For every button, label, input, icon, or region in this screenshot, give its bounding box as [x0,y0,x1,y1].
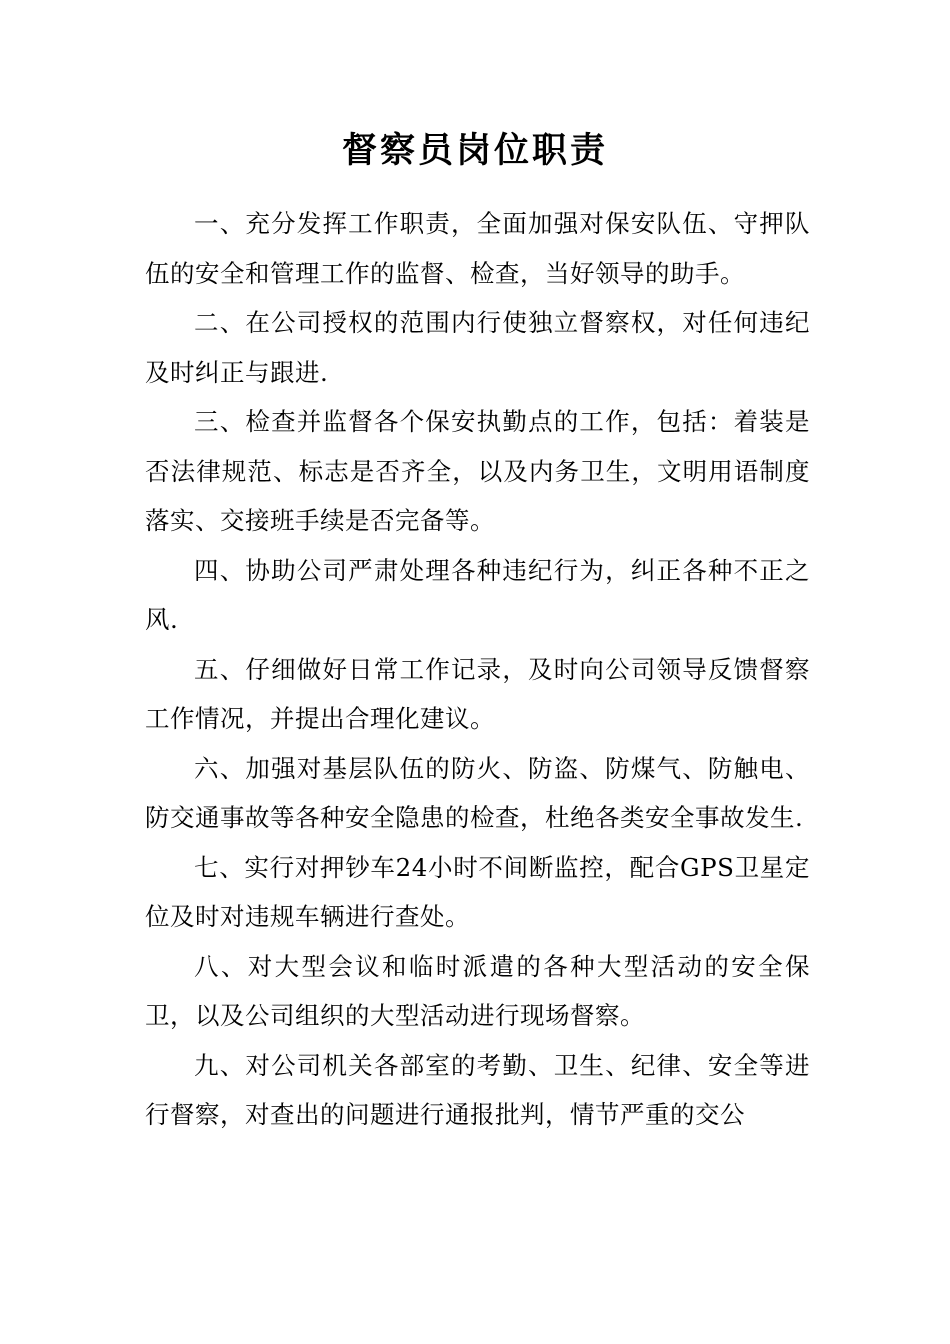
document-title: 督察员岗位职责 [341,130,608,171]
paragraph-2: 二、在公司授权的范围内行使独立督察权，对任何违纪及时纠正与跟进. [145,308,810,387]
paragraph-5: 五、仔细做好日常工作记录，及时向公司领导反馈督察工作情况，并提出合理化建议。 [145,654,810,733]
paragraph-9: 九、对公司机关各部室的考勤、卫生、纪律、安全等进行督察，对查出的问题进行通报批判，情节严重的交公 [145,1050,810,1129]
document-body [145,199,810,1140]
paragraph-6: 六、加强对基层队伍的防火、防盗、防煤气、防触电、防交通事故等各种安全隐患的检查，杜绝各类安全事故发生. [145,753,810,832]
paragraph-4: 四、协助公司严肃处理各种违纪行为，纠正各种不正之风. [145,555,810,634]
paragraph-7: 七、实行对押钞车24小时不间断监控，配合GPS卫星定位及时对违规车辆进行查处。 [145,852,810,931]
paragraph-3: 三、检查并监督各个保安执勤点的工作，包括：着装是否法律规范、标志是否齐全，以及内务卫生，文明用语制度落实、交接班手续是否完备等。 [145,407,810,535]
paragraph-1: 一、充分发挥工作职责，全面加强对保安队伍、守押队伍的安全和管理工作的监督、检查，当好领导的助手。 [145,209,810,288]
paragraph-8: 八、对大型会议和临时派遣的各种大型活动的安全保卫，以及公司组织的大型活动进行现场督察。 [145,951,810,1030]
